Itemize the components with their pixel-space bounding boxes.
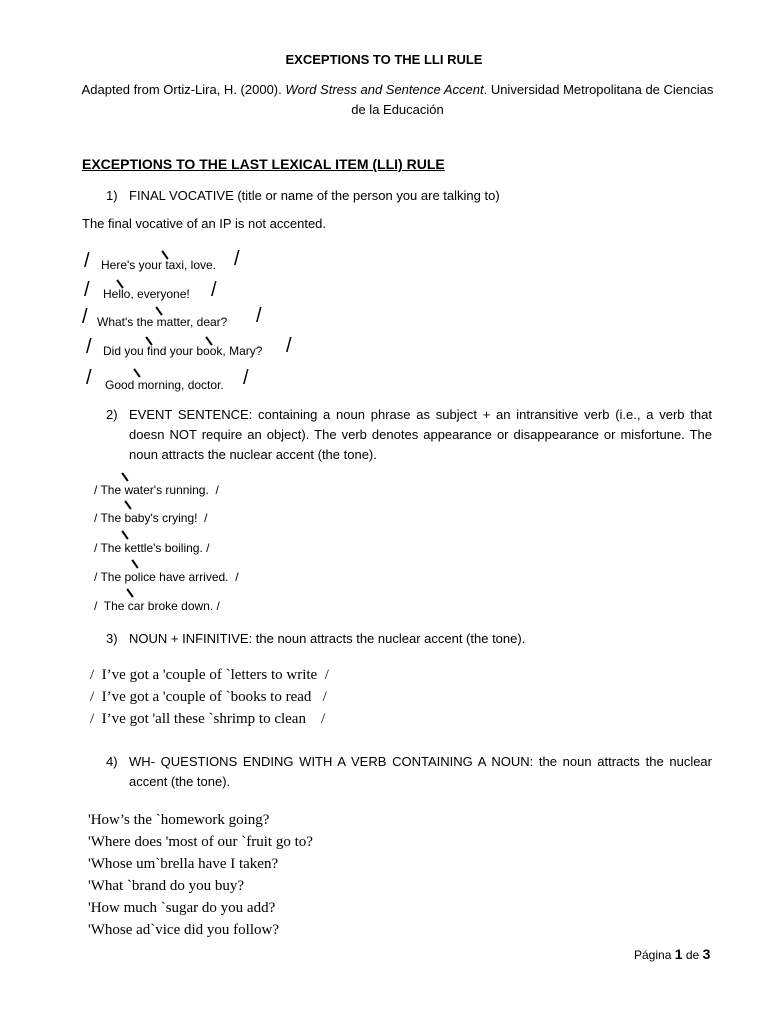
stress-mark	[133, 368, 140, 377]
item-text: NOUN + INFINITIVE: the noun attracts the nuclear accent (the tone).	[129, 631, 526, 646]
boundary-mark: /	[234, 248, 240, 270]
example-sentence: / The car broke down. /	[94, 599, 220, 613]
example-sentence: / I’ve got 'all these `shrimp to clean /	[90, 711, 326, 727]
boundary-mark: /	[286, 335, 292, 357]
boundary-mark: /	[243, 367, 249, 389]
item-text: EVENT SENTENCE: containing a noun phrase as subject + an intransitive verb (i.e., a verb that doesn NOT require an object). The verb denotes appearance or disappearance or misfortune. The noun attracts the nuclear accent (the tone).	[129, 407, 712, 462]
example-sentence: 'How’s the `homework going?	[88, 812, 270, 828]
footer-label: Página	[634, 948, 672, 962]
example-sentence: Here's your taxi, love.	[101, 258, 217, 272]
item-text: FINAL VOCATIVE (title or name of the person you are talking to)	[129, 188, 500, 203]
boundary-mark: /	[86, 367, 92, 389]
stress-mark	[121, 530, 128, 539]
example-sentence: / The water's running. /	[94, 483, 219, 497]
list-item	[106, 629, 712, 649]
example-sentence: / The police have arrived. /	[94, 570, 239, 584]
boundary-mark: /	[211, 279, 217, 301]
vocative-note: The final vocative of an IP is not accented.	[82, 216, 327, 231]
footer-of: de	[685, 948, 700, 962]
example-sentence: / The baby's crying! /	[94, 511, 208, 525]
citation-prefix: Adapted from Ortiz-Lira, H. (2000).	[81, 82, 286, 97]
example-sentence: Good morning, doctor.	[105, 378, 224, 392]
item-text: WH- QUESTIONS ENDING WITH A VERB CONTAINING A NOUN: the noun attracts the nuclear accent (the tone).	[129, 754, 712, 789]
boundary-mark: /	[84, 279, 90, 301]
list-item	[106, 186, 712, 206]
item-number: 2)	[106, 407, 118, 422]
example-sentence: 'Whose um`brella have I taken?	[88, 856, 279, 872]
example-sentence: 'How much `sugar do you add?	[88, 900, 276, 916]
stress-mark	[121, 472, 128, 481]
stress-mark	[126, 588, 133, 597]
list-item	[106, 405, 712, 465]
item-number: 3)	[106, 631, 118, 646]
item-number: 1)	[106, 188, 118, 203]
example-sentence: Did you find your book, Mary?	[103, 344, 263, 358]
source-citation	[80, 80, 715, 120]
page-title: EXCEPTIONS TO THE LLI RULE	[285, 52, 483, 67]
footer-total-pages: 3	[702, 946, 711, 962]
footer-page-number: 1	[674, 946, 683, 962]
example-sentence: Hello, everyone!	[103, 287, 190, 301]
item-number: 4)	[106, 754, 118, 769]
section-heading: EXCEPTIONS TO THE LAST LEXICAL ITEM (LLI) RULE	[82, 156, 445, 172]
list-item	[106, 752, 712, 792]
example-sentence: / I’ve got a 'couple of `letters to write /	[90, 667, 329, 683]
boundary-mark: /	[82, 306, 88, 328]
example-sentence: / The kettle's boiling. /	[94, 541, 210, 555]
example-sentence: / I’ve got a 'couple of `books to read /	[90, 689, 327, 705]
boundary-mark: /	[86, 336, 92, 358]
example-sentence: 'Whose ad`vice did you follow?	[88, 922, 279, 938]
citation-book-title: Word Stress and Sentence Accent	[285, 82, 484, 97]
example-sentence: What's the matter, dear?	[97, 315, 228, 329]
example-sentence: 'Where does 'most of our `fruit go to?	[88, 834, 313, 850]
page-footer	[634, 946, 710, 962]
boundary-mark: /	[84, 250, 90, 272]
citation-suffix: . Universidad Metropolitana de Ciencias de la Educación	[351, 82, 714, 117]
example-sentence: 'What `brand do you buy?	[88, 878, 244, 894]
boundary-mark: /	[256, 305, 262, 327]
stress-mark	[131, 559, 138, 568]
stress-mark	[124, 500, 131, 509]
